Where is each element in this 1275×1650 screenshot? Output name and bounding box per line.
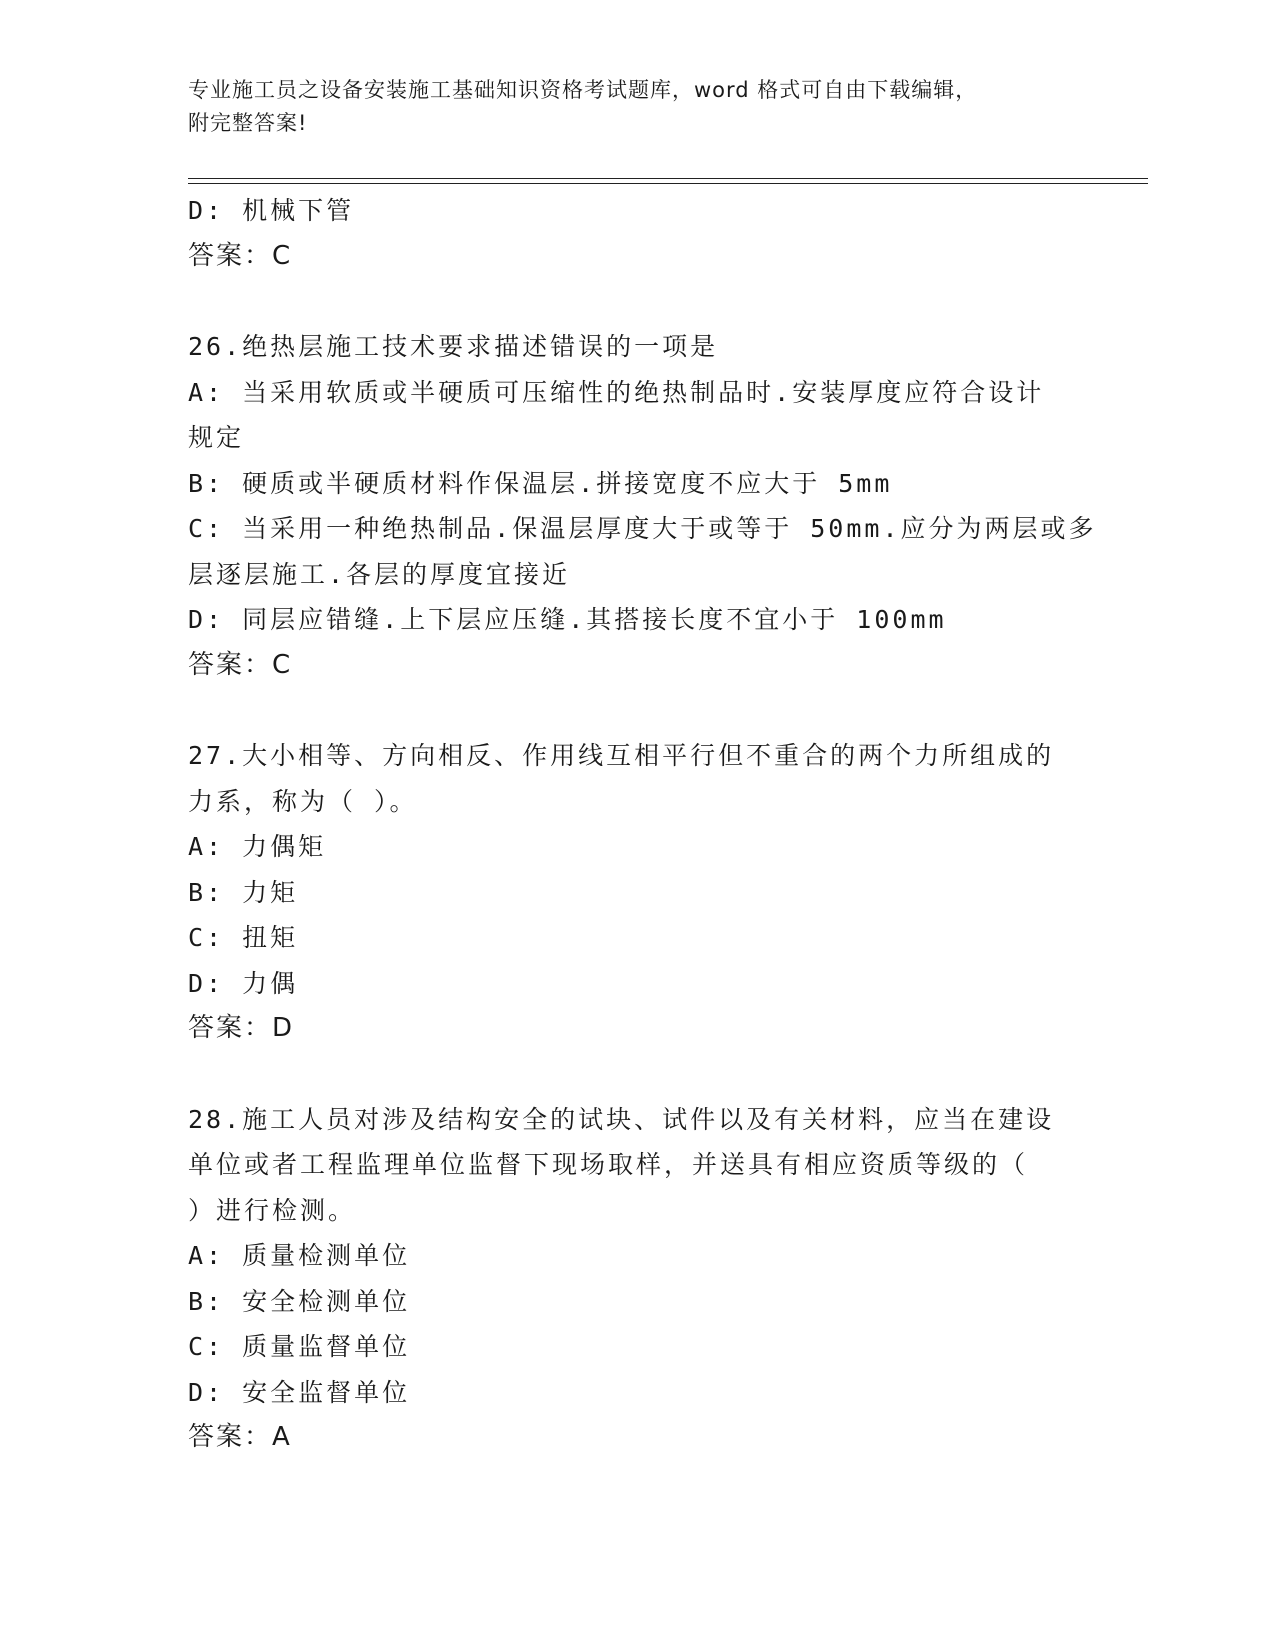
- answer: 答案：C: [188, 649, 293, 680]
- question-stem-continued: ）进行检测。: [188, 1195, 357, 1225]
- option-a: A: 力偶矩: [188, 832, 327, 861]
- answer: 答案：C: [188, 240, 293, 271]
- answer: 答案：A: [188, 1422, 292, 1452]
- question-stem-continued: 力系，称为（ ）。: [188, 786, 418, 816]
- question-26: [188, 324, 1097, 688]
- question-content: [188, 188, 1097, 1461]
- option-a: A: 当采用软质或半硬质可压缩性的绝热制品时.安装厚度应符合设计: [188, 377, 1045, 407]
- question-25-tail: [188, 188, 1088, 279]
- page-header: [188, 74, 1088, 140]
- spacer: [188, 1052, 1088, 1097]
- question-stem-continued: 单位或者工程监理单位监督下现场取样，并送具有相应资质等级的（: [188, 1150, 1029, 1179]
- option-d: D: 机械下管: [188, 196, 355, 225]
- header-line-2: 附完整答案!: [188, 111, 308, 135]
- option-a-continued: 规定: [188, 423, 245, 452]
- spacer: [188, 279, 1088, 324]
- question-27: [188, 733, 1088, 1052]
- option-b: B: 力矩: [188, 877, 299, 907]
- option-d: D: 同层应错缝.上下层应压缝.其搭接长度不宜小于 100mm: [188, 605, 947, 634]
- option-b: B: 硬质或半硬质材料作保温层.拼接宽度不应大于 5mm: [188, 468, 893, 498]
- option-a: A: 质量检测单位: [188, 1241, 411, 1270]
- option-c: C: 扭矩: [188, 923, 299, 952]
- option-d: D: 力偶: [188, 968, 299, 998]
- spacer: [188, 688, 1088, 733]
- header-divider-bottom: [188, 183, 1148, 184]
- option-d: D: 安全监督单位: [188, 1377, 411, 1407]
- question-stem: 26.绝热层施工技术要求描述错误的一项是: [188, 332, 719, 361]
- option-c: C: 质量监督单位: [188, 1332, 411, 1361]
- option-c-continued: 层逐层施工.各层的厚度宜接近: [188, 559, 571, 589]
- question-28: [188, 1097, 1088, 1461]
- answer: 答案：D: [188, 1013, 295, 1043]
- option-c: C: 当采用一种绝热制品.保温层厚度大于或等于 50mm.应分为两层或多: [188, 514, 1097, 543]
- header-divider-top: [188, 178, 1148, 179]
- header-line-1: 专业施工员之设备安装施工基础知识资格考试题库，word 格式可自由下载编辑，: [188, 78, 978, 102]
- question-stem: 28.施工人员对涉及结构安全的试块、试件以及有关材料，应当在建设: [188, 1104, 1055, 1134]
- option-b: B: 安全检测单位: [188, 1286, 411, 1316]
- question-stem: 27.大小相等、方向相反、作用线互相平行但不重合的两个力所组成的: [188, 741, 1055, 770]
